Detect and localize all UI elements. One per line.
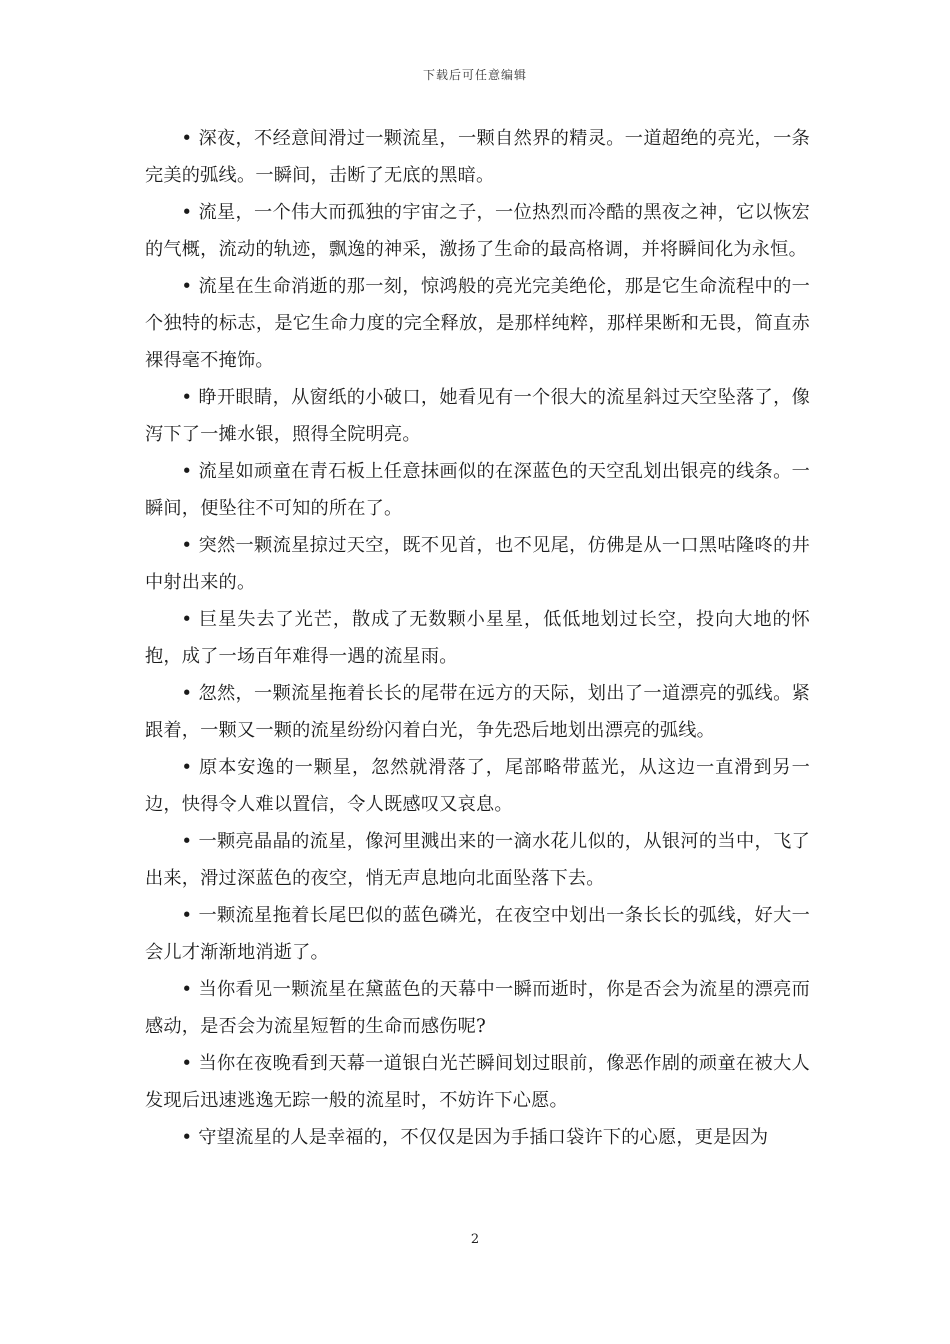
paragraph: • 一颗流星拖着长尾巴似的蓝色磷光，在夜空中划出一条长长的弧线，好大一会儿才渐渐地消逝了。 — [145, 905, 810, 963]
page-header: 下载后可任意编辑 — [422, 68, 527, 82]
paragraph: • 睁开眼睛，从窗纸的小破口，她看见有一个很大的流星斜过天空坠落了，像泻下了一摊水银，照得全院明亮。 — [145, 387, 810, 445]
paragraph: • 守望流星的人是幸福的，不仅仅是因为手插口袋许下的心愿，更是因为 — [181, 1127, 769, 1148]
paragraph: • 巨星失去了光芒，散成了无数颗小星星，低低地划过长空，投向大地的怀抱，成了一场百年难得一遇的流星雨。 — [145, 609, 810, 667]
paragraph: • 流星在生命消逝的那一刻，惊鸿般的亮光完美绝伦，那是它生命流程中的一个独特的标志，是它生命力度的完全释放，是那样纯粹，那样果断和无畏，简直赤裸得毫不掩饰。 — [145, 276, 810, 371]
paragraph: • 流星，一个伟大而孤独的宇宙之子，一位热烈而冷酷的黑夜之神，它以恢宏的气概，流动的轨迹，飘逸的神采，激扬了生命的最高格调，并将瞬间化为永恒。 — [145, 202, 810, 260]
page-number: 2 — [470, 1232, 480, 1247]
paragraph: • 忽然，一颗流星拖着长长的尾带在远方的天际，划出了一道漂亮的弧线。紧跟着，一颗又一颗的流星纷纷闪着白光，争先恐后地划出漂亮的弧线。 — [145, 683, 810, 741]
paragraph: • 流星如顽童在青石板上任意抹画似的在深蓝色的天空乱划出银亮的线条。一瞬间，便坠往不可知的所在了。 — [145, 461, 810, 519]
document-body — [145, 120, 810, 1156]
paragraph: • 深夜，不经意间滑过一颗流星，一颗自然界的精灵。一道超绝的亮光，一条完美的弧线。一瞬间，击断了无底的黑暗。 — [145, 128, 810, 186]
paragraph: • 当你在夜晚看到天幕一道银白光芒瞬间划过眼前，像恶作剧的顽童在被大人发现后迅速逃逸无踪一般的流星时，不妨许下心愿。 — [145, 1053, 810, 1111]
paragraph: • 当你看见一颗流星在黛蓝色的天幕中一瞬而逝时，你是否会为流星的漂亮而感动，是否会为流星短暂的生命而感伤呢? — [145, 979, 810, 1037]
paragraph: • 一颗亮晶晶的流星，像河里溅出来的一滴水花儿似的，从银河的当中，飞了出来，滑过深蓝色的夜空，悄无声息地向北面坠落下去。 — [145, 831, 810, 889]
paragraph: • 原本安逸的一颗星，忽然就滑落了，尾部略带蓝光，从这边一直滑到另一边，快得令人难以置信，令人既感叹又哀息。 — [145, 757, 810, 815]
paragraph: • 突然一颗流星掠过天空，既不见首，也不见尾，仿佛是从一口黑咕隆咚的井中射出来的。 — [145, 535, 810, 593]
